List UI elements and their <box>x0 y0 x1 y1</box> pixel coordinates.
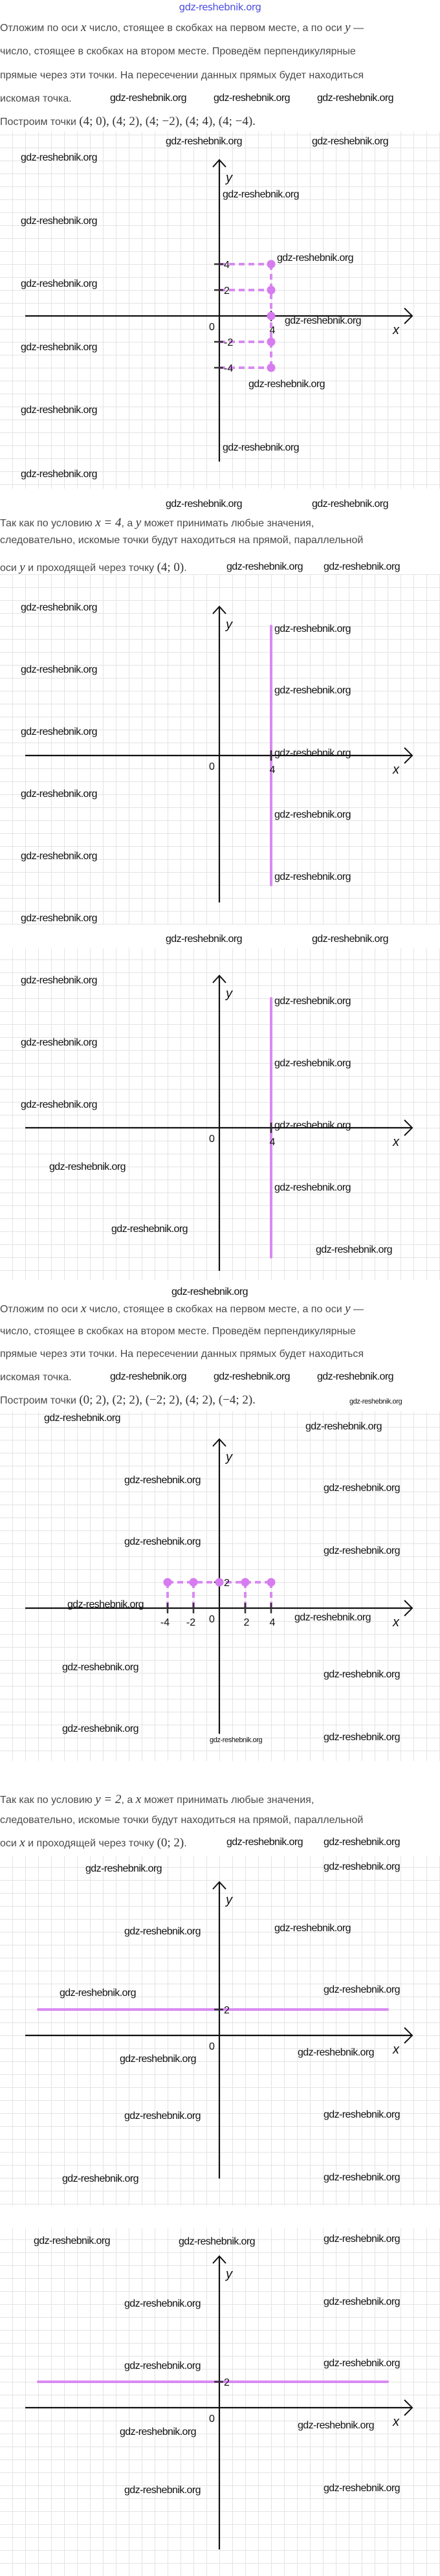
x-tick-label: 4 <box>269 1137 276 1148</box>
text-line <box>0 1302 364 1316</box>
text-segment: — <box>350 1304 364 1315</box>
watermark-text: gdz-reshebnik.org <box>274 996 351 1007</box>
text-line <box>0 92 72 106</box>
watermark-text: gdz-reshebnik.org <box>324 2483 400 2494</box>
y-tick-label: 2 <box>224 2005 230 2016</box>
x-axis-label: x <box>393 1135 399 1149</box>
coordinate-plane <box>0 2228 440 2576</box>
watermark-text: gdz-reshebnik.org <box>274 1182 351 1193</box>
watermark-text: gdz-reshebnik.org <box>294 1612 371 1623</box>
watermark-text: gdz-reshebnik.org <box>285 315 361 326</box>
text-segment: — <box>350 23 364 34</box>
text-segment: число, стоящее в скобках на втором месте. Проведём перпендикулярные <box>0 46 356 57</box>
text-segment: . <box>184 563 187 574</box>
watermark-text: gdz-reshebnik.org <box>274 685 351 696</box>
math-expression: y <box>135 516 142 530</box>
watermark-text: gdz-reshebnik.org <box>298 2420 374 2431</box>
data-point <box>267 338 276 346</box>
data-point <box>267 364 276 372</box>
watermark-text: gdz-reshebnik.org <box>317 93 393 104</box>
math-expression: x <box>81 21 87 34</box>
graph-svg <box>0 574 440 924</box>
math-expression: y <box>345 1302 351 1316</box>
coordinate-plane <box>0 1856 440 2206</box>
watermark-text: gdz-reshebnik.org <box>274 748 351 759</box>
watermark-text: gdz-reshebnik.org <box>324 561 400 572</box>
watermark-text: gdz-reshebnik.org <box>60 1988 136 1999</box>
watermark-text: gdz-reshebnik.org <box>226 1837 303 1848</box>
watermark-text: gdz-reshebnik.org <box>317 1371 393 1382</box>
origin-label: 0 <box>209 1134 215 1145</box>
math-expression: (0; 2), (2; 2), (−2; 2), (4; 2), (−4; 2). <box>79 1393 256 1407</box>
x-tick-label: 2 <box>243 1617 250 1628</box>
text-segment: Построим точки <box>0 117 80 128</box>
text-segment: может принимать любые значения, <box>141 1795 314 1806</box>
data-point <box>190 1578 198 1587</box>
header-watermark: gdz-reshebnik.org <box>179 1 261 13</box>
math-expression: (4; 0), (4; 2), (4; −2), (4; 4), (4; −4). <box>79 115 256 128</box>
watermark-text: gdz-reshebnik.org <box>305 1421 382 1432</box>
watermark-text: gdz-reshebnik.org <box>21 602 97 613</box>
text-line <box>0 533 363 548</box>
data-point <box>215 1578 224 1587</box>
text-segment: прямые через эти точки. На пересечении данных прямых будет находиться <box>0 1349 364 1360</box>
watermark-text: gdz-reshebnik.org <box>34 2235 110 2246</box>
watermark-text: gdz-reshebnik.org <box>274 1120 351 1131</box>
x-axis-label: x <box>393 2415 399 2429</box>
x-tick-label: 4 <box>269 325 276 336</box>
x-axis-label: x <box>393 1615 399 1630</box>
data-point <box>164 1578 172 1587</box>
watermark-text: gdz-reshebnik.org <box>226 561 303 572</box>
text-line <box>0 1371 72 1385</box>
watermark-text: gdz-reshebnik.org <box>21 1099 97 1110</box>
watermark-text: gdz-reshebnik.org <box>312 136 388 147</box>
watermark-text: gdz-reshebnik.org <box>49 1161 126 1172</box>
watermark-text: gdz-reshebnik.org <box>62 1723 138 1734</box>
watermark-text: gdz-reshebnik.org <box>274 871 351 882</box>
math-expression: y <box>19 561 25 574</box>
x-axis-label: x <box>393 763 399 777</box>
watermark-text: gdz-reshebnik.org <box>120 2426 196 2437</box>
watermark-text: gdz-reshebnik.org <box>274 623 351 634</box>
text-segment: искомая точка. <box>0 93 72 104</box>
watermark-text: gdz-reshebnik.org <box>111 1224 188 1235</box>
origin-label: 0 <box>209 1614 215 1625</box>
text-line <box>0 1793 314 1807</box>
watermark-text: gdz-reshebnik.org <box>324 2109 400 2120</box>
math-expression: x <box>135 1793 142 1806</box>
text-segment: число, стоящее в скобках на первом месте, а по оси <box>86 23 346 34</box>
text-segment: Так как по условию <box>0 518 96 529</box>
watermark-text: gdz-reshebnik.org <box>248 379 325 390</box>
watermark-text: gdz-reshebnik.org <box>124 1536 201 1547</box>
watermark-text: gdz-reshebnik.org <box>210 1736 263 1744</box>
watermark-text: gdz-reshebnik.org <box>166 136 242 147</box>
y-tick-label: -4 <box>224 363 234 374</box>
text-line <box>0 1325 356 1339</box>
watermark-text: gdz-reshebnik.org <box>274 809 351 820</box>
text-segment: прямые через эти точки. На пересечении данных прямых будет находиться <box>0 70 364 81</box>
watermark-text: gdz-reshebnik.org <box>21 342 97 353</box>
watermark-text: gdz-reshebnik.org <box>21 405 97 416</box>
text-segment: следовательно, искомые точки будут находиться на прямой, параллельной <box>0 535 364 546</box>
x-axis-label: x <box>393 323 399 337</box>
watermark-text: gdz-reshebnik.org <box>324 2358 400 2369</box>
watermark-text: gdz-reshebnik.org <box>316 1244 392 1255</box>
text-segment: число, стоящее в скобках на первом месте, а по оси <box>86 1304 346 1315</box>
watermark-text: gdz-reshebnik.org <box>62 1662 138 1673</box>
watermark-text: gdz-reshebnik.org <box>274 1923 351 1934</box>
y-tick-label: 2 <box>224 2377 230 2388</box>
watermark-text: gdz-reshebnik.org <box>110 1371 186 1382</box>
text-segment: следовательно, искомые точки будут находиться на прямой, параллельной <box>0 1815 364 1826</box>
text-segment: число, стоящее в скобках на втором месте. Проведём перпендикулярные <box>0 1326 356 1337</box>
watermark-text: gdz-reshebnik.org <box>324 2296 400 2307</box>
watermark-text: gdz-reshebnik.org <box>324 1483 400 1494</box>
text-segment: Отложим по оси <box>0 1304 82 1315</box>
y-axis-label: y <box>226 1450 232 1464</box>
data-point <box>267 1578 276 1587</box>
watermark-text: gdz-reshebnik.org <box>298 2047 374 2058</box>
data-point <box>267 260 276 269</box>
watermark-text: gdz-reshebnik.org <box>21 216 97 227</box>
x-tick-label: -4 <box>160 1617 170 1628</box>
watermark-text: gdz-reshebnik.org <box>124 1926 201 1937</box>
text-line <box>0 1347 364 1361</box>
y-tick-label: 2 <box>224 286 230 297</box>
watermark-text: gdz-reshebnik.org <box>21 1037 97 1048</box>
watermark-text: gdz-reshebnik.org <box>110 93 186 104</box>
text-segment: и проходящей через точку <box>25 1838 157 1849</box>
watermark-text: gdz-reshebnik.org <box>21 851 97 862</box>
origin-label: 0 <box>209 322 215 333</box>
watermark-text: gdz-reshebnik.org <box>274 1058 351 1069</box>
watermark-text: gdz-reshebnik.org <box>312 934 388 945</box>
coordinate-plane <box>0 1411 440 1761</box>
origin-label: 0 <box>209 2414 215 2425</box>
origin-label: 0 <box>209 2041 215 2052</box>
text-segment: оси <box>0 563 20 574</box>
math-expression: x <box>81 1302 87 1316</box>
watermark-text: gdz-reshebnik.org <box>21 152 97 163</box>
graph-svg <box>0 948 440 1280</box>
watermark-text: gdz-reshebnik.org <box>124 2485 201 2496</box>
text-segment: , а <box>121 518 136 529</box>
watermark-text: gdz-reshebnik.org <box>21 278 97 289</box>
math-expression: x = 4 <box>95 516 122 530</box>
y-axis-label: y <box>226 2267 232 2281</box>
y-axis-label: y <box>226 171 232 185</box>
origin-label: 0 <box>209 761 215 772</box>
y-tick-label: -2 <box>224 337 234 348</box>
watermark-text: gdz-reshebnik.org <box>166 934 242 945</box>
x-tick-label: -2 <box>186 1617 196 1628</box>
math-expression: (0; 2) <box>157 1836 184 1850</box>
y-axis-label: y <box>226 987 232 1001</box>
text-line <box>0 69 364 83</box>
watermark-text: gdz-reshebnik.org <box>324 2234 400 2245</box>
watermark-text: gdz-reshebnik.org <box>21 664 97 675</box>
watermark-text: gdz-reshebnik.org <box>179 2236 255 2247</box>
watermark-text: gdz-reshebnik.org <box>324 1861 400 1872</box>
watermark-text: gdz-reshebnik.org <box>324 2172 400 2183</box>
watermark-text: gdz-reshebnik.org <box>67 1599 144 1610</box>
watermark-text: gdz-reshebnik.org <box>124 1475 201 1486</box>
coordinate-plane <box>0 574 440 924</box>
watermark-text: gdz-reshebnik.org <box>171 1286 248 1297</box>
watermark-text: gdz-reshebnik.org <box>349 1398 402 1406</box>
text-segment: Построим точки <box>0 1395 80 1406</box>
y-axis-label: y <box>226 1893 232 1907</box>
watermark-text: gdz-reshebnik.org <box>124 2360 201 2371</box>
math-expression: x <box>19 1836 25 1850</box>
watermark-text: gdz-reshebnik.org <box>214 93 290 104</box>
text-line <box>0 115 256 129</box>
watermark-text: gdz-reshebnik.org <box>124 2298 201 2309</box>
text-segment: искомая точка. <box>0 1372 72 1383</box>
watermark-text: gdz-reshebnik.org <box>324 1984 400 1995</box>
math-expression: y <box>345 21 351 34</box>
watermark-text: gdz-reshebnik.org <box>21 913 97 924</box>
x-tick-label: 4 <box>269 765 276 776</box>
text-segment: Так как по условию <box>0 1795 96 1806</box>
watermark-text: gdz-reshebnik.org <box>324 1837 400 1848</box>
graph-svg <box>0 131 440 489</box>
watermark-text: gdz-reshebnik.org <box>166 498 242 510</box>
y-tick-label: 2 <box>224 1578 230 1589</box>
graph-svg <box>0 1411 440 1761</box>
text-line <box>0 1836 187 1850</box>
watermark-text: gdz-reshebnik.org <box>21 975 97 986</box>
graph-svg <box>0 1856 440 2206</box>
watermark-text: gdz-reshebnik.org <box>324 1545 400 1556</box>
text-line <box>0 45 356 59</box>
text-line <box>0 1393 256 1407</box>
watermark-text: gdz-reshebnik.org <box>120 2054 196 2065</box>
text-line <box>0 516 314 530</box>
text-segment: Отложим по оси <box>0 23 82 34</box>
watermark-text: gdz-reshebnik.org <box>214 1371 290 1382</box>
coordinate-plane <box>0 948 440 1280</box>
watermark-text: gdz-reshebnik.org <box>223 442 299 453</box>
data-point <box>267 312 276 320</box>
graph-svg <box>0 2228 440 2576</box>
watermark-text: gdz-reshebnik.org <box>21 726 97 737</box>
watermark-text: gdz-reshebnik.org <box>85 1863 162 1874</box>
text-line <box>0 1813 363 1828</box>
watermark-text: gdz-reshebnik.org <box>21 469 97 480</box>
math-expression: (4; 0) <box>157 561 184 574</box>
watermark-text: gdz-reshebnik.org <box>277 252 353 263</box>
y-tick-label: 4 <box>224 260 230 271</box>
text-segment: и проходящей через точку <box>25 563 157 574</box>
watermark-text: gdz-reshebnik.org <box>223 189 299 200</box>
watermark-text: gdz-reshebnik.org <box>124 2111 201 2122</box>
x-axis-label: x <box>393 2043 399 2057</box>
watermark-text: gdz-reshebnik.org <box>324 1732 400 1743</box>
text-segment: оси <box>0 1838 20 1849</box>
math-expression: y = 2 <box>95 1793 122 1806</box>
watermark-text: gdz-reshebnik.org <box>312 498 388 510</box>
watermark-text: gdz-reshebnik.org <box>44 1413 120 1424</box>
watermark-text: gdz-reshebnik.org <box>21 789 97 800</box>
text-segment: , а <box>121 1795 136 1806</box>
coordinate-plane <box>0 131 440 489</box>
text-line <box>0 561 187 575</box>
data-point <box>241 1578 250 1587</box>
data-point <box>267 286 276 295</box>
y-axis-label: y <box>226 618 232 632</box>
text-segment: может принимать любые значения, <box>141 518 314 529</box>
watermark-text: gdz-reshebnik.org <box>324 1669 400 1680</box>
watermark-text: gdz-reshebnik.org <box>62 2173 138 2184</box>
x-tick-label: 4 <box>269 1617 276 1628</box>
text-line <box>0 21 364 35</box>
text-segment: . <box>184 1838 187 1849</box>
